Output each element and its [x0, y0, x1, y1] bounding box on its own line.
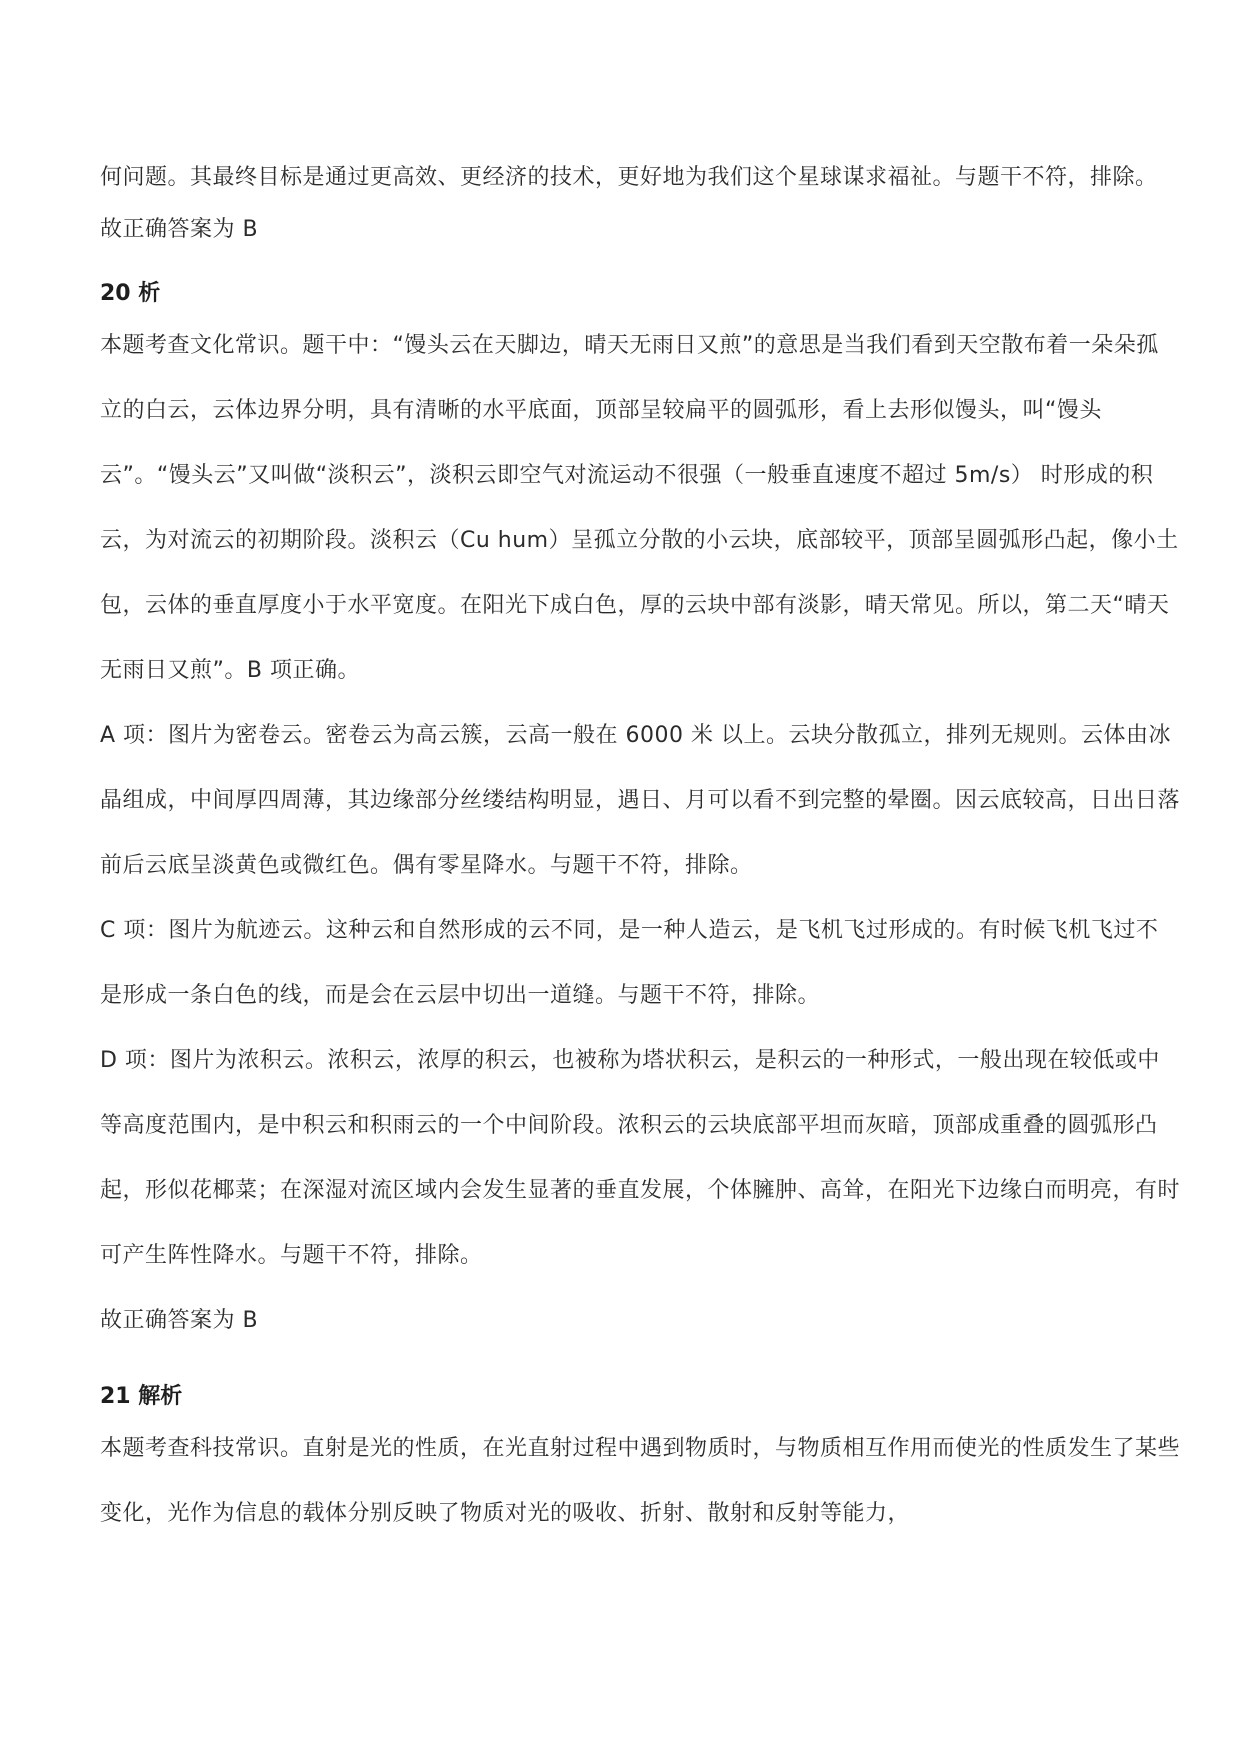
paragraph-q20-analysis: 本题考查文化常识。题干中：“馒头云在天脚边，晴天无雨日又煎”的意思是当我们看到天空散布着一朵朵孤立的白云，云体边界分明，具有清晰的水平底面，顶部呈较扁平的圆弧形，看上去形似馒头，叫“馒头云”。“馒头云”又叫做“淡积云”，淡积云即空气对流运动不很强（一般垂直速度不超过 5m/s） 时形成的积云，为对流云的初期阶段。淡积云（Cu hum）呈孤立分散的小云块，底部较平，顶部呈圆弧形凸起，像小土包，云体的垂直厚度小于水平宽度。在阳光下成白色，厚的云块中部有淡影，晴天常见。所以，第二天“晴天无雨日又煎”。B 项正确。 [100, 333, 1179, 683]
answer-q20: 故正确答案为 B [100, 1308, 259, 1333]
paragraph-q20-option-d: D 项：图片为浓积云。浓积云，浓厚的积云，也被称为塔状积云，是积云的一种形式，一般出现在较低或中等高度范围内，是中积云和积雨云的一个中间阶段。浓积云的云块底部平坦而灰暗，顶部成重叠的圆弧形凸起，形似花椰菜；在深湿对流区域内会发生显著的垂直发展，个体臃肿、高耸，在阳光下边缘白而明亮，有时可产生阵性降水。与题干不符，排除。 [100, 1048, 1181, 1268]
document-content [100, 145, 1180, 1546]
paragraph-q20-option-a: A 项：图片为密卷云。密卷云为高云簇，云高一般在 6000 米 以上。云块分散孤立，排列无规则。云体由冰晶组成，中间厚四周薄，其边缘部分丝缕结构明显，遇日、月可以看不到完整的晕圈。因云底较高，日出日落前后云底呈淡黄色或微红色。偶有零星降水。与题干不符，排除。 [100, 723, 1181, 878]
paragraph-q21-analysis: 本题考查科技常识。直射是光的性质，在光直射过程中遇到物质时，与物质相互作用而使光的性质发生了某些变化，光作为信息的载体分别反映了物质对光的吸收、折射、散射和反射等能力， [100, 1436, 1181, 1526]
paragraph-q20-option-c: C 项：图片为航迹云。这种云和自然形成的云不同，是一种人造云，是飞机飞过形成的。有时候飞机飞过不是形成一条白色的线，而是会在云层中切出一道缝。与题干不符，排除。 [100, 918, 1159, 1008]
heading-q21: 21 解析 [100, 1384, 183, 1409]
paragraph-q19-tail: 何问题。其最终目标是通过更高效、更经济的技术，更好地为我们这个星球谋求福祉。与题干不符，排除。 [100, 165, 1158, 190]
answer-q19: 故正确答案为 B [100, 217, 259, 242]
heading-q20: 20 析 [100, 281, 161, 306]
